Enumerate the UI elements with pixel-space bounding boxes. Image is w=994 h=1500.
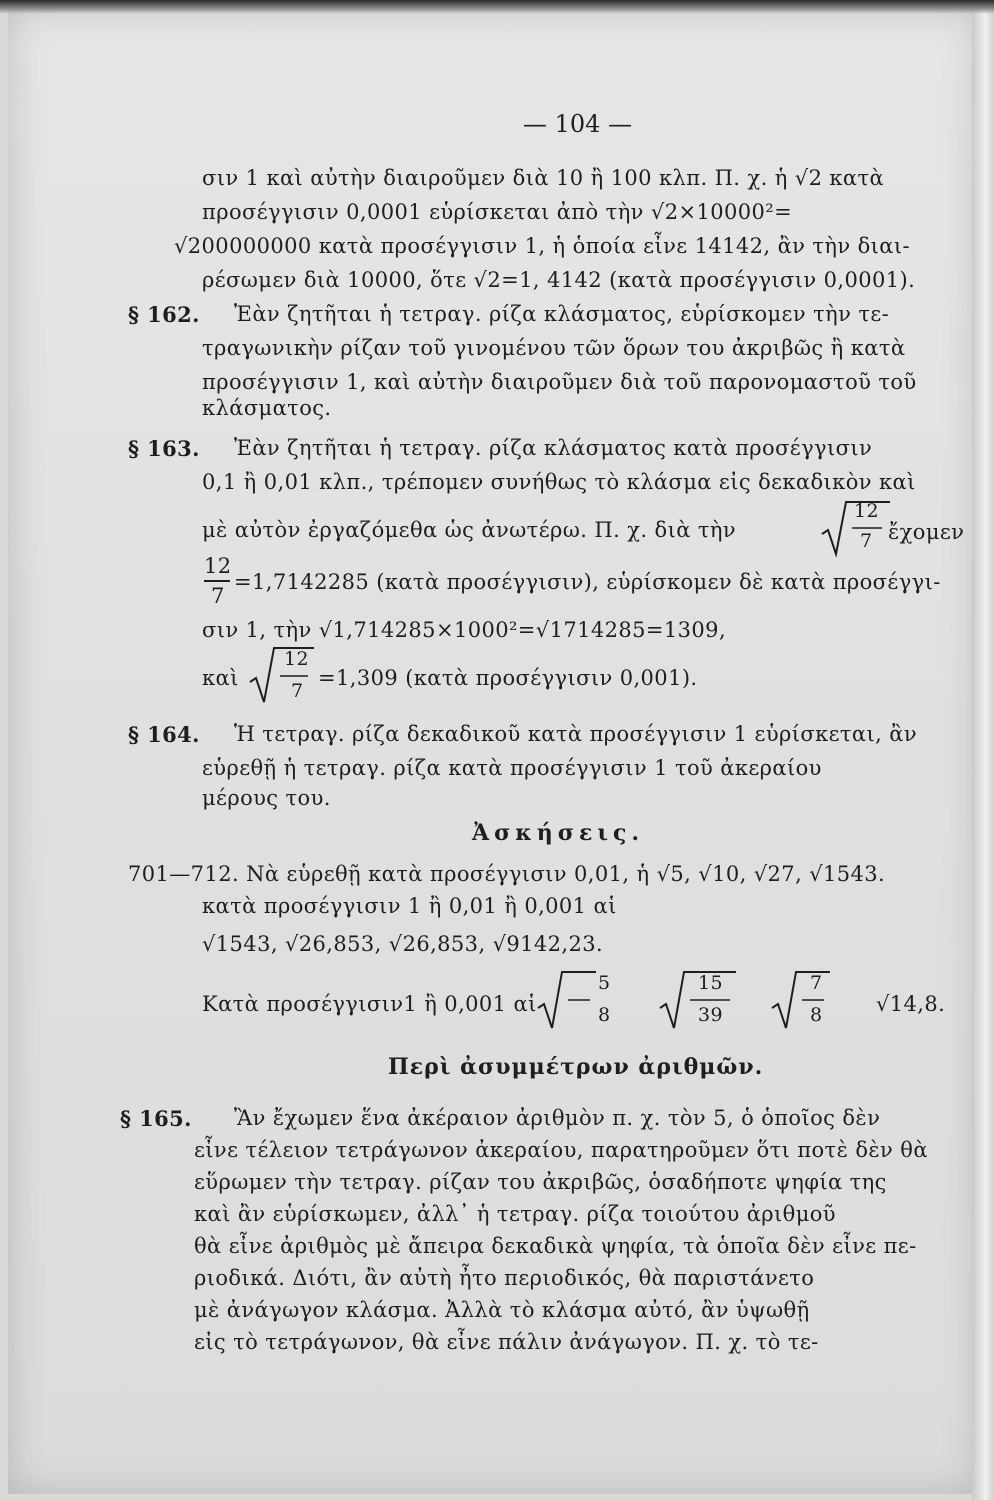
text-line-15b: =1,309 (κατὰ προσέγγισιν 0,001). xyxy=(318,666,698,690)
text-line-19: Ἂν ἔχωμεν ἕνα ἀκέραιον ἀριθμὸν π. χ. τὸν 5, ὁ ὁποῖος δὲν xyxy=(234,1106,881,1130)
fraction-15-39-denominator: 39 xyxy=(698,1004,723,1026)
text-line-10: 0,1 ἢ 0,01 κλπ., τρέπομεν συνήθως τὸ κλάσμα εἰς δεκαδικὸν καὶ xyxy=(202,470,916,494)
fraction-12-7b-denominator: 7 xyxy=(211,584,225,608)
text-line-5: Ἐὰν ζητῆται ἡ τετραγ. ρίζα κλάσματος, εὑρίσκομεν τὴν τε- xyxy=(234,302,890,326)
section-162-number: § 162. xyxy=(128,302,200,327)
fraction-12-7b-numerator: 12 xyxy=(204,554,232,578)
page-edge-right xyxy=(972,0,994,1500)
text-line-4: ρέσωμεν διὰ 10000, ὅτε √2=1, 4142 (κατὰ προσέγγισιν 0,0001). xyxy=(202,268,916,292)
exercise-line-3: √1543, √26,853, √26,853, √9142,23. xyxy=(202,932,604,956)
text-line-7: προσέγγισιν 1, καὶ αὐτὴν διαιροῦμεν διὰ τοῦ παρονομαστοῦ τοῦ xyxy=(202,370,917,394)
exercise-line-4-end: √14,8. xyxy=(876,992,946,1016)
text-line-17: εὑρεθῇ ἡ τετραγ. ρίζα κατὰ προσέγγισιν 1 τοῦ ἀκεραίου xyxy=(202,756,822,780)
fraction-15-39-numerator: 15 xyxy=(698,972,723,994)
text-line-1: σιν 1 καὶ αὐτὴν διαιροῦμεν διὰ 10 ἢ 100 κλπ. Π. χ. ἡ √2 κατὰ xyxy=(202,166,885,190)
sqrt-7-8-symbol xyxy=(770,968,832,1032)
text-line-21: εὕρωμεν τὴν τετραγ. ρίζαν του ἀκριβῶς, ὁσαδήποτε ψηφία της xyxy=(194,1170,887,1194)
exercise-line-2: κατὰ προσέγγισιν 1 ἢ 0,01 ἢ 0,001 αἱ xyxy=(202,894,617,918)
text-line-20: εἶνε τέλειον τετράγωνον ἀκεραίου, παρατηροῦμεν ὅτι ποτὲ δὲν θὰ xyxy=(194,1138,928,1162)
page-number: — 104 — xyxy=(523,110,633,138)
text-line-12: ἔχομεν xyxy=(888,520,965,544)
fraction-12-7-denominator: 7 xyxy=(860,530,873,552)
text-line-15a: καὶ xyxy=(202,666,239,690)
text-line-3: √200000000 κατὰ προσέγγισιν 1, ἡ ὁποία εἶνε 14142, ἂν τὴν διαι- xyxy=(174,234,911,258)
fraction-12-7c-numerator: 12 xyxy=(284,648,309,670)
text-line-22: καὶ ἂν εὑρίσκωμεν, ἀλλ᾽ ἡ τετραγ. ρίζα τοιούτου ἀριθμοῦ xyxy=(194,1202,836,1226)
section-163-number: § 163. xyxy=(128,436,200,461)
fraction-5-8-numerator: 5 xyxy=(598,972,611,994)
exercises-heading: Ἀσκήσεις. xyxy=(472,820,645,846)
text-line-24: ριοδικά. Διότι, ἂν αὐτὴ ἦτο περιοδικός, θὰ παριστάνετο xyxy=(194,1266,815,1290)
text-line-2: προσέγγισιν 0,0001 εὑρίσκεται ἀπὸ τὴν √2×10000²= xyxy=(202,200,793,224)
fraction-12-7c-denominator: 7 xyxy=(291,680,304,702)
section-heading-irrational: Περὶ ἀσυμμέτρων ἀριθμῶν. xyxy=(388,1054,764,1080)
text-line-16: Ἡ τετραγ. ρίζα δεκαδικοῦ κατὰ προσέγγισιν 1 εὑρίσκεται, ἂν xyxy=(234,722,918,746)
text-line-13: =1,7142285 (κατὰ προσέγγισιν), εὑρίσκομεν δὲ κατὰ προσέγγι- xyxy=(234,570,941,594)
fraction-bar xyxy=(204,580,230,582)
fraction-12-7-numerator: 12 xyxy=(854,500,879,522)
text-line-9: Ἐὰν ζητῆται ἡ τετραγ. ρίζα κλάσματος κατὰ προσέγγισιν xyxy=(234,436,873,460)
page-edge-top xyxy=(0,0,994,14)
sqrt-5-8-symbol xyxy=(536,968,598,1032)
fraction-7-8-denominator: 8 xyxy=(810,1004,823,1026)
scanned-page xyxy=(8,6,980,1494)
text-line-26: εἰς τὸ τετράγωνον, θὰ εἶνε πάλιν ἀνάγωγον. Π. χ. τὸ τε- xyxy=(194,1330,819,1354)
section-164-number: § 164. xyxy=(128,722,200,747)
text-line-14: σιν 1, τὴν √1,714285×1000²=√1714285=1309, xyxy=(202,618,727,642)
fraction-7-8-numerator: 7 xyxy=(810,972,823,994)
text-line-11: μὲ αὐτὸν ἐργαζόμεθα ὡς ἀνωτέρω. Π. χ. διὰ τὴν xyxy=(202,518,737,542)
text-line-23: θὰ εἶνε ἀριθμὸς μὲ ἄπειρα δεκαδικὰ ψηφία, τὰ ὁποῖα δὲν εἶνε πε- xyxy=(194,1234,917,1258)
text-line-6: τραγωνικὴν ρίζαν τοῦ γινομένου τῶν ὅρων του ἀκριβῶς ἢ κατὰ xyxy=(202,336,906,360)
text-line-18: μέρους του. xyxy=(202,786,331,810)
fraction-5-8-denominator: 8 xyxy=(598,1004,611,1026)
section-165-number: § 165. xyxy=(120,1106,192,1131)
text-line-8: κλάσματος. xyxy=(202,396,332,420)
text-line-25: μὲ ἀνάγωγον κλάσμα. Ἀλλὰ τὸ κλάσμα αὐτό, ἂν ὑψωθῇ xyxy=(194,1298,810,1322)
exercise-line-4: Κατὰ προσέγγισιν1 ἢ 0,001 αἱ xyxy=(202,992,537,1016)
exercise-line-1: 701—712. Νὰ εὑρεθῇ κατὰ προσέγγισιν 0,01, ἡ √5, √10, √27, √1543. xyxy=(128,862,886,886)
